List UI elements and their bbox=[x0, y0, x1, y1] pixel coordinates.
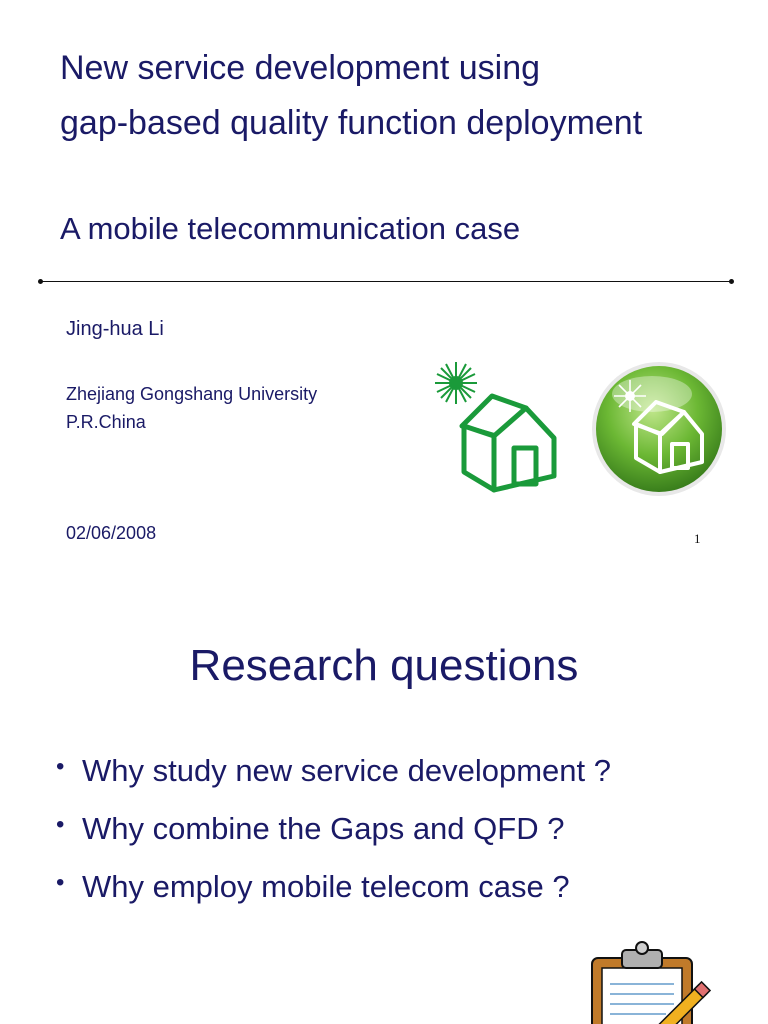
affiliation-line-1: Zhejiang Gongshang University bbox=[66, 384, 318, 404]
bullet-item bbox=[52, 858, 611, 916]
affiliation-line-2: P.R.China bbox=[66, 412, 146, 432]
house-badge-icon bbox=[590, 360, 728, 498]
bullet-list bbox=[52, 742, 611, 916]
bullet-text: Why employ mobile telecom case ? bbox=[82, 869, 570, 904]
bullet-text: Why combine the Gaps and QFD ? bbox=[82, 811, 565, 846]
bullet-item bbox=[52, 800, 611, 858]
clipboard-pencil-icon bbox=[586, 940, 716, 1024]
title-divider bbox=[40, 281, 732, 282]
presentation-date: 02/06/2008 bbox=[66, 523, 157, 543]
slide-title-line-2: gap-based quality function deployment bbox=[60, 104, 643, 142]
bullet-dot-icon: • bbox=[56, 869, 65, 896]
slide-title-line-1: New service development using bbox=[60, 49, 541, 87]
page-number: 1 bbox=[694, 531, 701, 546]
house-outline-icon bbox=[432, 360, 562, 500]
bullet-dot-icon: • bbox=[56, 811, 65, 838]
bullet-dot-icon: • bbox=[56, 753, 65, 780]
slide-title: Research questions bbox=[189, 641, 579, 690]
bullet-item bbox=[52, 742, 611, 800]
research-questions-slide bbox=[0, 580, 768, 1024]
bullet-text: Why study new service development ? bbox=[82, 753, 611, 788]
slide-subtitle: A mobile telecommunication case bbox=[60, 211, 521, 246]
author-name: Jing-hua Li bbox=[66, 318, 164, 340]
